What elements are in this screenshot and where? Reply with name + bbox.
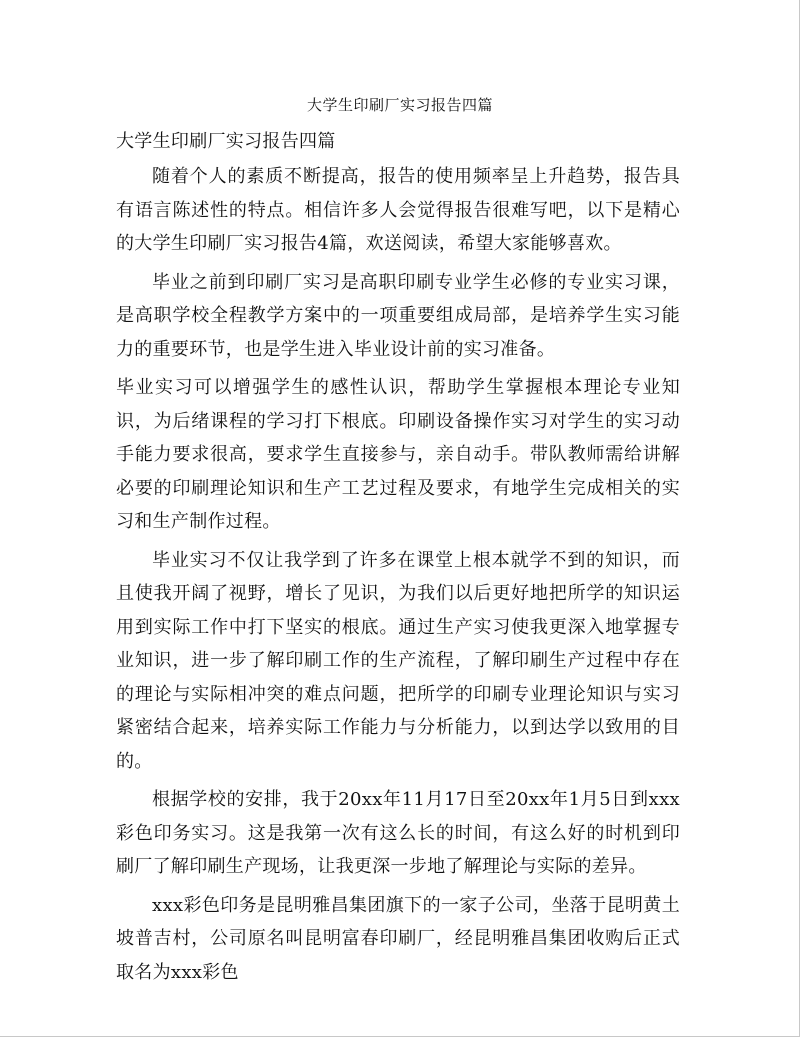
document-subtitle: 大学生印刷厂实习报告四篇	[116, 131, 336, 152]
paragraph-schedule: 根据学校的安排，我于20xx年11月17日至20xx年1月5日到xxx彩色印务实习。这是我第一次有这么长的时间，有这么好的时机到印刷厂了解印刷生产现场，让我更深一步地了解理论与实际的差异。	[116, 789, 680, 877]
paragraph-learning-outcomes: 毕业实习不仅让我学到了许多在课堂上根本就学不到的知识，而且使我开阔了视野，增长了见识，为我们以后更好地把所学的知识运用到实际工作中打下坚实的根底。通过生产实习使我更深入地掌握专业知识，进一步了解印刷工作的生产流程，了解印刷生产过程中存在的理论与实际相冲突的难点问题，把所学的印刷专业理论知识与实习紧密结合起来，培养实际工作能力与分析能力，以到达学以致用的目的。	[116, 549, 680, 772]
paragraph-company-intro: xxx彩色印务是昆明雅昌集团旗下的一家子公司，坐落于昆明黄土坡普吉村，公司原名叫昆明富春印刷厂，经昆明雅昌集团收购后正式取名为xxx彩色	[116, 894, 680, 983]
paragraph-internship-benefits: 毕业实习可以增强学生的感性认识，帮助学生掌握根本理论专业知识，为后绪课程的学习打下根底。印刷设备操作实习对学生的实习动手能力要求很高，要求学生直接参与，亲自动手。带队教师需给讲解必要的印刷理论知识和生产工艺过程及要求，有地学生完成相关的实习和生产制作过程。	[116, 377, 680, 532]
paragraph-intro: 随着个人的素质不断提高，报告的使用频率呈上升趋势，报告具有语言陈述性的特点。相信许多人会觉得报告很难写吧，以下是精心的大学生印刷厂实习报告4篇，欢送阅读，希望大家能够喜欢。	[116, 166, 680, 254]
document-body	[116, 125, 680, 994]
document-title: 大学生印刷厂实习报告四篇	[306, 96, 493, 114]
paragraph-internship-purpose: 毕业之前到印刷厂实习是高职印刷专业学生必修的专业实习课，是高职学校全程教学方案中的一项重要组成局部，是培养学生实习能力的重要环节，也是学生进入毕业设计前的实习准备。	[116, 271, 680, 360]
